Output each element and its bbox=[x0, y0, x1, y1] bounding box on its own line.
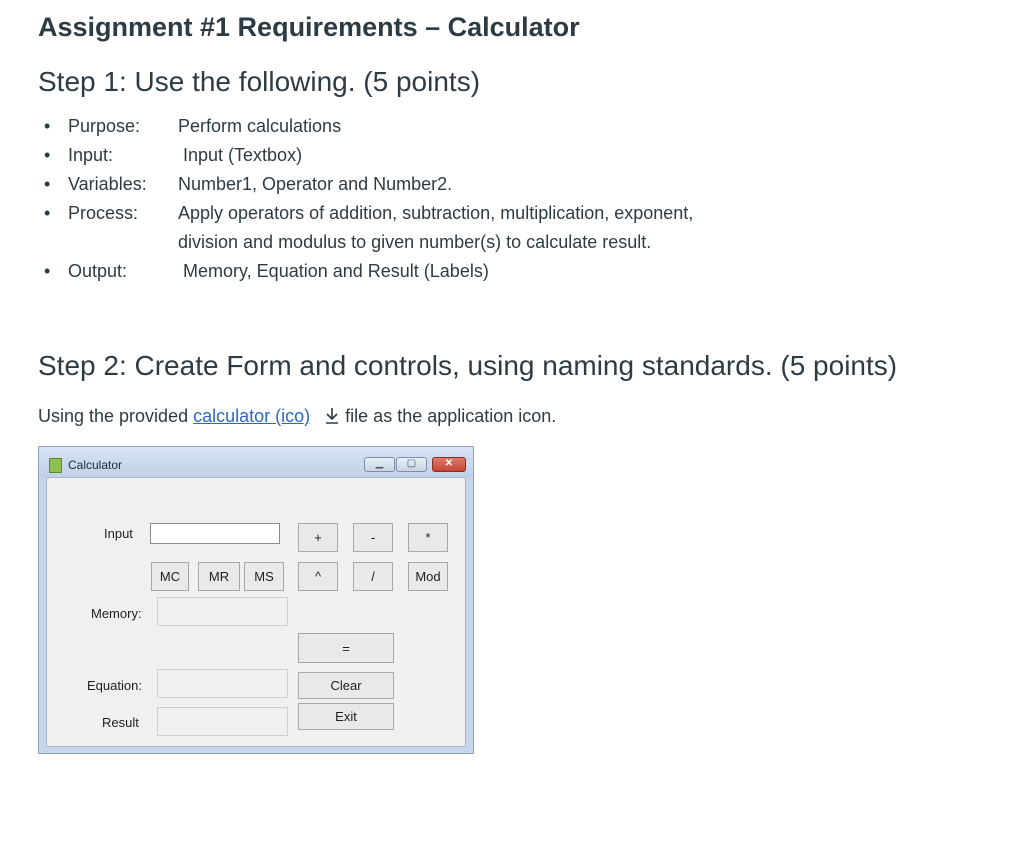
exponent-button[interactable]: ^ bbox=[298, 562, 338, 591]
app-icon bbox=[49, 458, 62, 473]
list-item bbox=[38, 170, 798, 199]
list-item bbox=[38, 199, 798, 257]
exit-button[interactable]: Exit bbox=[298, 703, 394, 730]
page-title: Assignment #1 Requirements – Calculator bbox=[38, 12, 580, 42]
clear-button[interactable]: Clear bbox=[298, 672, 394, 699]
input-textbox[interactable] bbox=[150, 523, 280, 544]
divide-button[interactable]: / bbox=[353, 562, 393, 591]
window-title: Calculator bbox=[68, 458, 123, 472]
window-titlebar bbox=[39, 447, 473, 477]
requirement-key: • Process: bbox=[68, 203, 139, 223]
note-suffix: file as the application icon. bbox=[345, 406, 557, 426]
list-item bbox=[38, 141, 798, 170]
maximize-icon[interactable]: ▢ bbox=[396, 457, 427, 472]
memory-label: Memory: bbox=[91, 606, 142, 621]
mc-button[interactable]: MC bbox=[151, 562, 189, 591]
result-value-label bbox=[157, 707, 288, 736]
memory-value-label bbox=[157, 597, 288, 626]
plus-button[interactable]: + bbox=[298, 523, 338, 552]
download-icon[interactable] bbox=[323, 406, 341, 426]
icon-note bbox=[38, 406, 556, 427]
requirement-key: • Variables: bbox=[68, 174, 147, 194]
multiply-button[interactable]: * bbox=[408, 523, 448, 552]
note-prefix: Using the provided bbox=[38, 406, 189, 426]
calculator-ico-link[interactable]: calculator (ico) bbox=[193, 406, 311, 426]
list-item bbox=[38, 257, 798, 286]
requirement-key: • Output: bbox=[68, 261, 128, 281]
equation-value-label bbox=[157, 669, 288, 698]
input-label: Input bbox=[104, 526, 133, 541]
step1-heading: Step 1: Use the following. (5 points) bbox=[38, 66, 481, 97]
requirement-key: • Input: bbox=[68, 145, 114, 165]
requirement-value: Perform calculations bbox=[178, 116, 342, 136]
ms-button[interactable]: MS bbox=[244, 562, 284, 591]
minimize-icon[interactable]: ▁ bbox=[364, 457, 395, 472]
equation-label: Equation: bbox=[87, 678, 142, 693]
step2-heading: Step 2: Create Form and controls, using naming standards. (5 points) bbox=[38, 350, 898, 381]
mr-button[interactable]: MR bbox=[198, 562, 240, 591]
form-client-area bbox=[46, 477, 466, 747]
minus-button[interactable]: - bbox=[353, 523, 393, 552]
result-label: Result bbox=[102, 715, 139, 730]
requirement-value: Apply operators of addition, subtraction, multiplication, exponent, division and modulus to given number(s) to calculate result. bbox=[178, 203, 694, 252]
list-item bbox=[38, 112, 798, 141]
close-icon[interactable]: ✕ bbox=[432, 457, 466, 472]
requirement-key: • Purpose: bbox=[68, 116, 141, 136]
requirement-value: Number1, Operator and Number2. bbox=[178, 174, 453, 194]
calculator-window-screenshot bbox=[38, 446, 474, 754]
requirement-value: Memory, Equation and Result (Labels) bbox=[178, 261, 489, 281]
requirement-value: Input (Textbox) bbox=[178, 145, 303, 165]
mod-button[interactable]: Mod bbox=[408, 562, 448, 591]
equals-button[interactable]: = bbox=[298, 633, 394, 663]
requirements-list bbox=[38, 112, 798, 286]
